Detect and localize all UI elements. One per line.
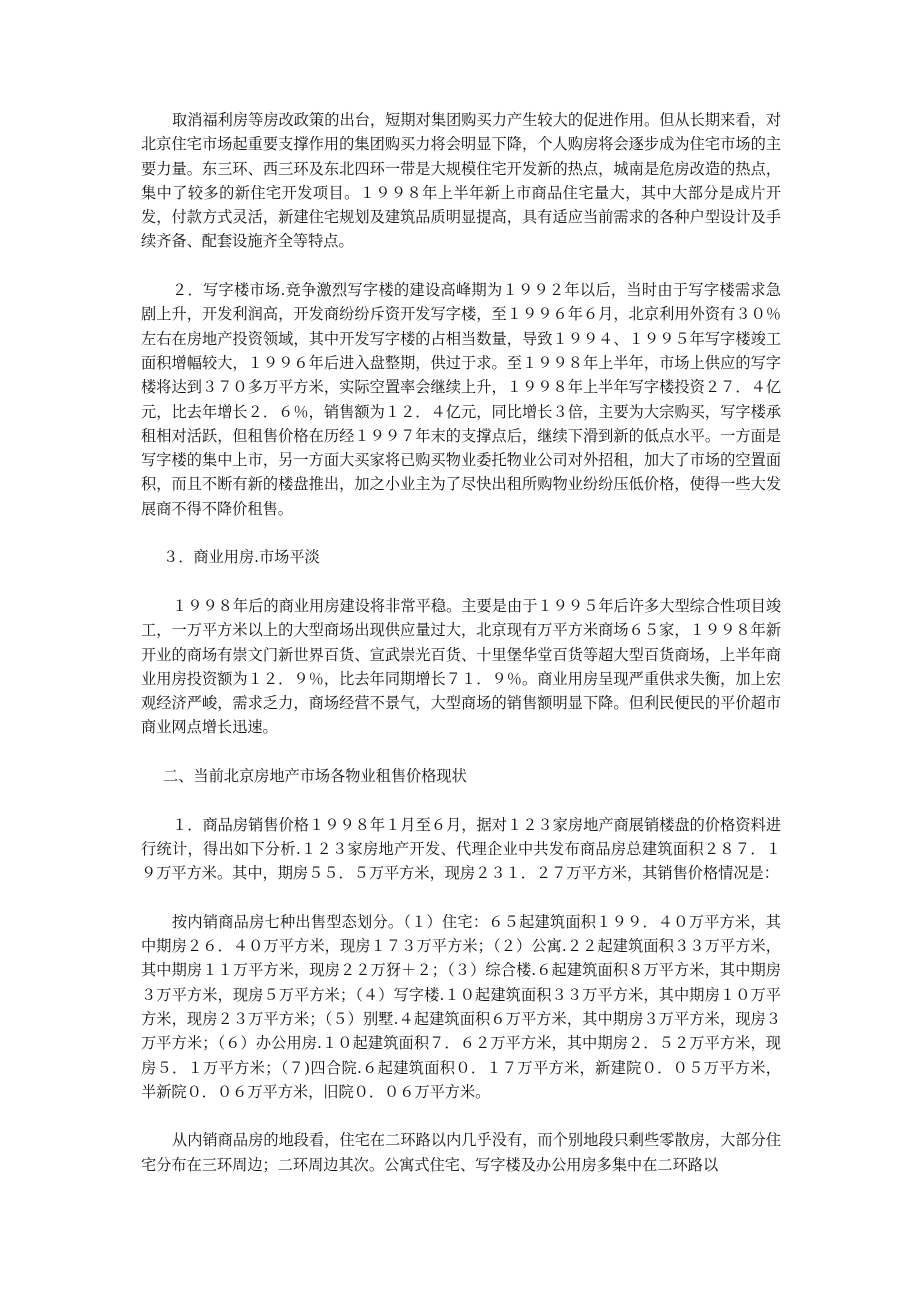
paragraph-housing-reform: 取消福利房等房改政策的出台，短期对集团购买力产生较大的促进作用。但从长期来看，对北京住宅市场起重要支撑作用的集团购买力将会明显下降，个人购房将会逐步成为住宅市场的主要力量。东三环、西三环及东北四环一带是大规模住宅开发新的热点，城南是危房改造的热点，集中了较多的新住宅开发项目。１９９８年上半年新上市商品住宅量大，其中大部分是成片开发，付款方式灵活，新建住宅规划及建筑品质明显提高，具有适应当前需求的各种户型设计及手续齐备、配套设施齐全等特点。	[141, 111, 781, 251]
paragraph-sales-price: １．商品房销售价格１９９８年１月至６月，据对１２３家房地产商展销楼盘的价格资料进行统计，得出如下分析.１２３家房地产开发、代理企业中共发布商品房总建筑面积２８７．１９万平方米。其中，期房５５．５万平方米，现房２３１．２７万平方米，其销售价格情况是：	[141, 815, 781, 883]
paragraph-office-market: ２．写字楼市场.竞争激烈写字楼的建设高峰期为１９９２年以后，当时由于写字楼需求急剧上升，开发利润高，开发商纷纷斥资开发写字楼，至１９９６年６月，北京利用外资有３０％左右在房地产投资领域，其中开发写字楼的占相当数量，导致１９９４、１９９５年写字楼竣工面积增幅较大，１９９６年后进入盘整期，供过于求。至１９９８年上半年，市场上供应的写字楼将达到３７０多万平方米，实际空置率会继续上升，１９９８年上半年写字楼投资２７．４亿元，比去年增长２．６％，销售额为１２．４亿元，同比增长３倍，主要为大宗购买，写字楼承租相对活跃，但租售价格在历经１９９７年末的支撑点后，继续下滑到新的低点水平。一方面是写字楼的集中上市，另一方面大买家将已购买物业委托物业公司对外招租，加大了市场的空置面积，而且不断有新的楼盘推出，加之小业主为了尽快出租所购物业纷纷压低价格，使得一些大发展商不得不降价租售。	[141, 281, 781, 518]
paragraph-commercial-property: １９９８年后的商业用房建设将非常平稳。主要是由于１９９５年后许多大型综合性项目竣工，一万平方米以上的大型商场出现供应量过大，北京现有万平方米商场６５家，１９９８年新开业的商场有崇文门新世界百货、宣武崇光百货、十里堡华堂百货等超大型百货商场，上半年商业用房投资额为１２．９％，比去年同期增长７１．９％。商业用房呈现严重供求失衡，加上宏观经济严峻，需求乏力，商场经营不景气，大型商场的销售额明显下降。但利民便民的平价超市商业网点增长迅速。	[141, 596, 781, 737]
heading-commercial-property: ３．商业用房.市场平淡	[163, 548, 320, 567]
paragraph-location: 从内销商品房的地段看，住宅在二环路以内几乎没有，而个别地段只剩些零散房，大部分住宅分布在三环周边；二环周边其次。公寓式住宅、写字楼及办公用房多集中在二环路以	[141, 1131, 781, 1174]
document-page	[141, 108, 781, 1201]
paragraph-seven-types: 按内销商品房七种出售型态划分。（１）住宅：６５起建筑面积１９９．４０万平方米，其中期房２６．４０万平方米，现房１７３万平方米；（２）公寓.２２起建筑面积３３万平方米，其中期房１１万平方米，现房２２万犽＋２；（３）综合楼.６起建筑面积８万平方米，其中期房３万平方米，现房５万平方米；（４）写字楼.１０起建筑面积３３万平方米，其中期房１０万平方米，现房２３万平方米；（５）别墅.４起建筑面积６万平方米，其中期房３万平方米，现房３万平方米；（６）办公用房.１０起建筑面积７．６２万平方米，其中期房２．５２万平方米，现房５．１万平方米；（７)四合院.６起建筑面积０．１７万平方米，新建院０．０５万平方米，半新院０．０６万平方米，旧院０．０６万平方米。	[141, 912, 781, 1101]
section-heading-prices: 二、当前北京房地产市场各物业租售价格现状	[163, 767, 467, 786]
